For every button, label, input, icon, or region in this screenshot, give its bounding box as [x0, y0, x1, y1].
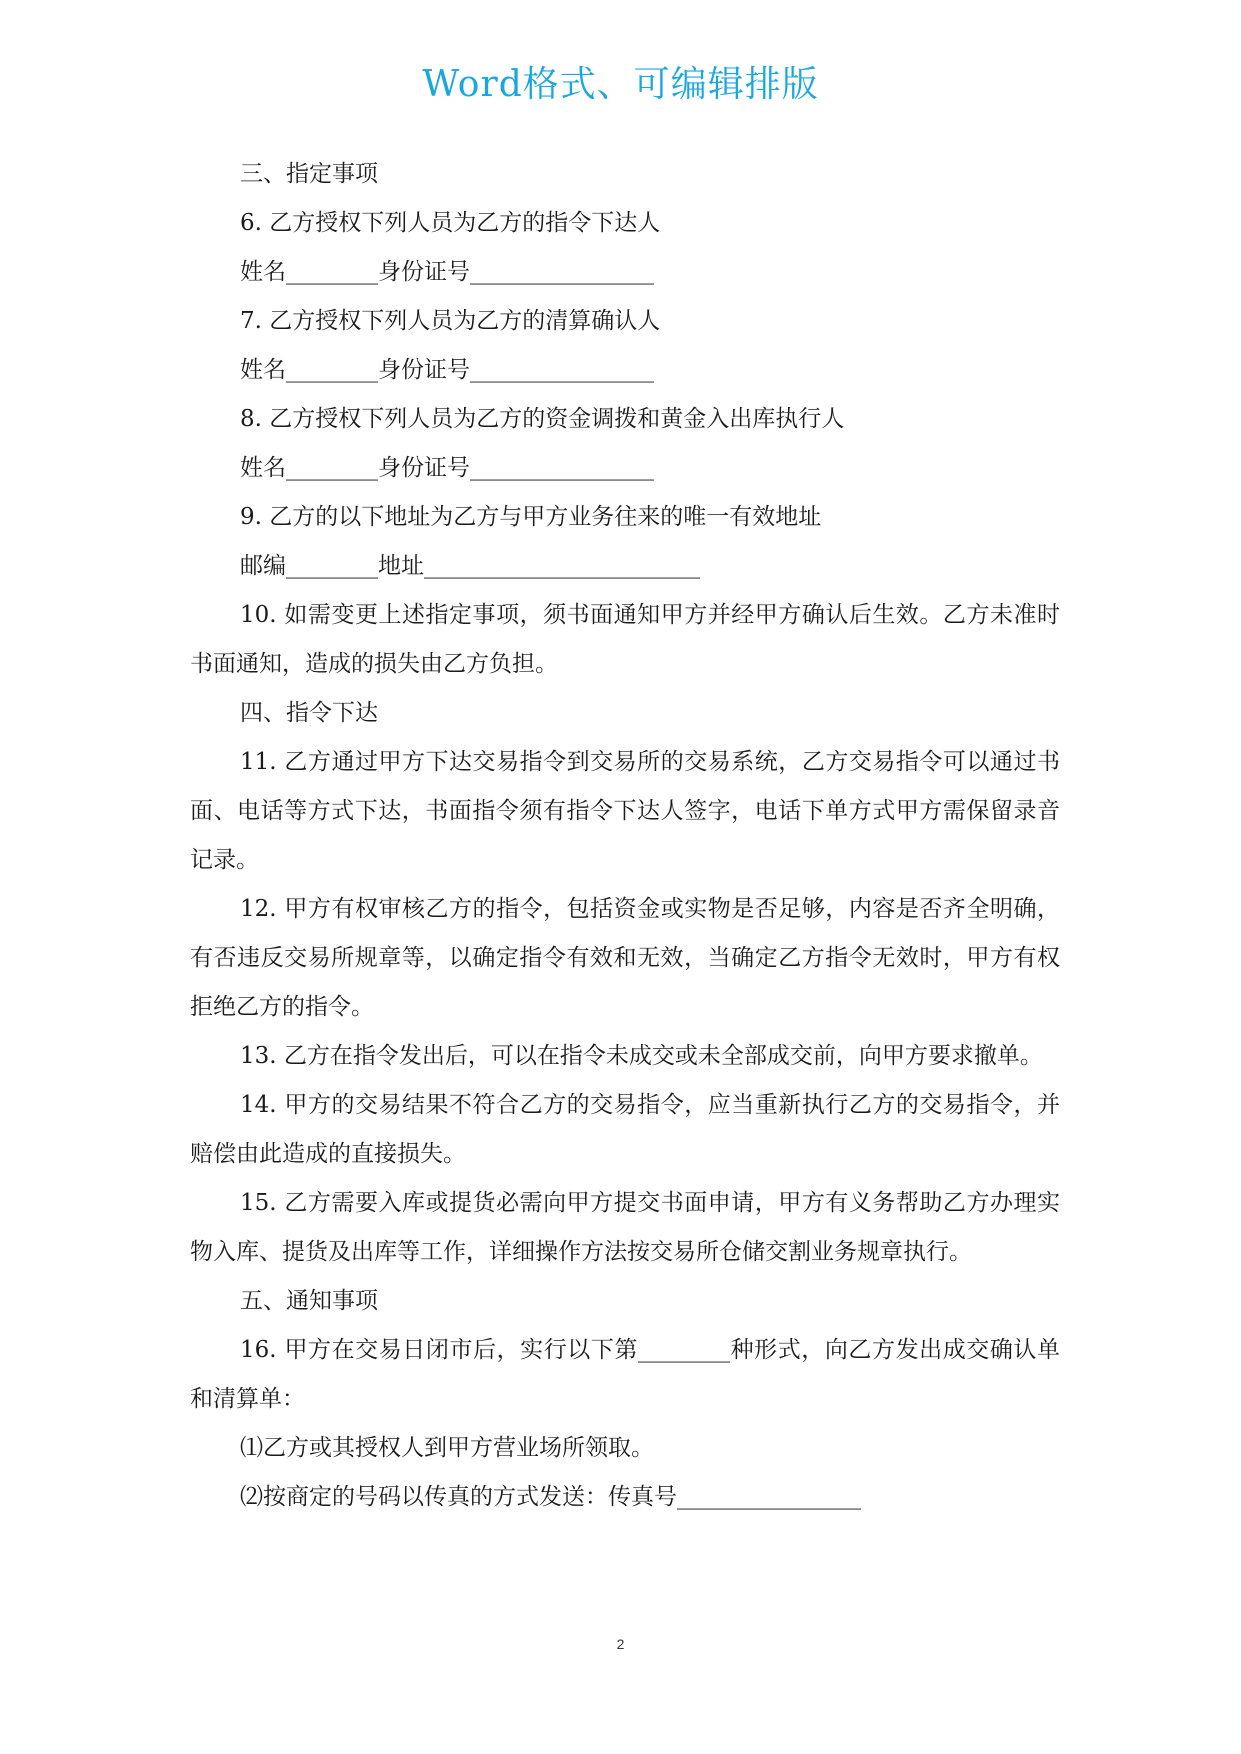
section-heading: 四、指令下达	[240, 700, 378, 726]
clause-paragraph: 12. 甲方有权审核乙方的指令，包括资金或实物是否足够，内容是否齐全明确，有否违反交易所规章等，以确定指令有效和无效，当确定乙方指令无效时，甲方有权拒绝乙方的指令。	[190, 896, 1060, 1020]
section-heading: 五、通知事项	[240, 1288, 378, 1314]
clause-paragraph: 11. 乙方通过甲方下达交易指令到交易所的交易系统，乙方交易指令可以通过书面、电话等方式下达，书面指令须有指令下达人签字，电话下单方式甲方需保留录音记录。	[190, 749, 1060, 873]
fill-in-line: 姓名________身份证号________________	[240, 357, 654, 383]
clause-paragraph: 15. 乙方需要入库或提货必需向甲方提交书面申请，甲方有义务帮助乙方办理实物入库、提货及出库等工作，详细操作方法按交易所仓储交割业务规章执行。	[190, 1190, 1060, 1265]
fill-in-line: 姓名________身份证号________________	[240, 455, 654, 481]
page-number: 2	[616, 1636, 625, 1652]
section-heading: 三、指定事项	[240, 161, 378, 187]
clause-paragraph: 7. 乙方授权下列人员为乙方的清算确认人	[240, 308, 661, 334]
fill-in-line: 邮编________地址________________________	[240, 553, 700, 579]
clause-paragraph: 16. 甲方在交易日闭市后，实行以下第________种形式，向乙方发出成交确认单和清算单：	[190, 1337, 1060, 1412]
document-body	[190, 150, 1060, 1522]
page-header-title: Word格式、可编辑排版	[422, 64, 819, 105]
list-item: ⑵按商定的号码以传真的方式发送：传真号________________	[240, 1484, 861, 1510]
clause-paragraph: 10. 如需变更上述指定事项，须书面通知甲方并经甲方确认后生效。乙方未准时书面通知，造成的损失由乙方负担。	[190, 602, 1060, 677]
clause-paragraph: 13. 乙方在指令发出后，可以在指令未成交或未全部成交前，向甲方要求撤单。	[240, 1043, 1043, 1069]
clause-paragraph: 6. 乙方授权下列人员为乙方的指令下达人	[240, 210, 661, 236]
clause-paragraph: 8. 乙方授权下列人员为乙方的资金调拨和黄金入出库执行人	[240, 406, 845, 432]
list-item: ⑴乙方或其授权人到甲方营业场所领取。	[240, 1435, 654, 1461]
clause-paragraph: 9. 乙方的以下地址为乙方与甲方业务往来的唯一有效地址	[240, 504, 822, 530]
clause-paragraph: 14. 甲方的交易结果不符合乙方的交易指令，应当重新执行乙方的交易指令，并赔偿由此造成的直接损失。	[190, 1092, 1060, 1167]
fill-in-line: 姓名________身份证号________________	[240, 259, 654, 285]
